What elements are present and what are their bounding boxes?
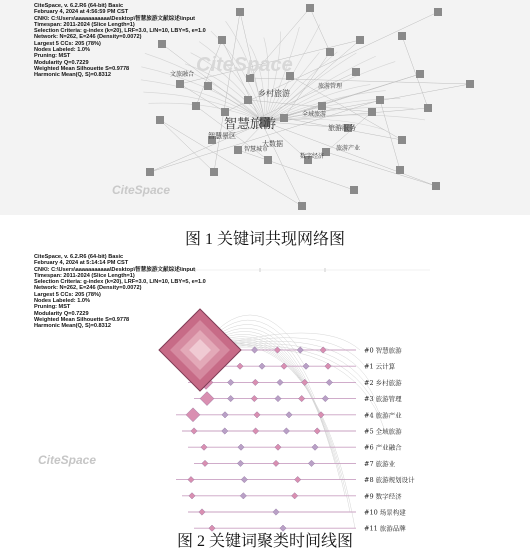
keyword-label: 乡村旅游 [258, 89, 290, 98]
metadata-line: Largest 5 CCs: 205 (78%) [34, 40, 101, 47]
cluster-label: #6 产业融合 [364, 443, 402, 452]
cluster-label: #2 乡村旅游 [364, 378, 402, 387]
timeline-node [322, 395, 328, 401]
network-node [424, 104, 432, 112]
cluster-label: #7 旅游业 [364, 459, 396, 468]
metadata-line: CNKI: C:\Users\aaaaaaaaaaa\Desktop\智慧旅游文献综述\input [34, 266, 196, 273]
timeline-node [283, 428, 289, 434]
timeline-node [222, 428, 228, 434]
metadata-line: Largest 5 CCs: 205 (78%) [34, 291, 101, 298]
timeline-node [238, 444, 244, 450]
network-node [326, 48, 334, 56]
network-node [356, 36, 364, 44]
timeline-node [312, 444, 318, 450]
network-node [221, 108, 229, 116]
timeline-node [252, 428, 258, 434]
metadata-line: Pruning: MST [34, 304, 71, 311]
keyword-label: 智慧景区 [208, 132, 236, 140]
timeline-node [254, 412, 260, 418]
cluster-label: #9 数字经济 [364, 492, 402, 501]
timeline-node [251, 395, 257, 401]
network-link [264, 38, 269, 122]
metadata-line: February 4, 2024 at 5:14:14 PM CST [34, 260, 129, 267]
metadata-line: Modularity Q=0.7229 [34, 310, 89, 317]
network-node [432, 182, 440, 190]
metadata-line: Timespan: 2011-2024 (Slice Length=1) [34, 21, 135, 28]
network-node [264, 156, 272, 164]
timeline-node [297, 347, 303, 353]
keyword-label: 大数据 [262, 140, 283, 148]
network-node [146, 168, 154, 176]
metadata-line: Timespan: 2011-2024 (Slice Length=1) [34, 272, 135, 279]
keyword-label: 全域旅游 [302, 111, 327, 118]
metadata-line: Weighted Mean Silhouette S=0.9778 [34, 316, 130, 323]
citespace-logo: CiteSpace [112, 183, 171, 197]
network-link [250, 78, 470, 84]
keyword-label: 智慧旅游 [224, 117, 277, 132]
network-link [238, 150, 354, 190]
timeline-node [222, 412, 228, 418]
keyword-label: 旅游管理 [318, 83, 343, 90]
network-node [204, 82, 212, 90]
cluster-label: #8 旅游规划设计 [364, 476, 415, 485]
timeline-node [291, 493, 297, 499]
timeline-node [251, 347, 257, 353]
network-node [236, 8, 244, 16]
timeline-node [202, 460, 208, 466]
network-link [265, 115, 425, 122]
keyword-label: 数字经济 [300, 153, 325, 160]
network-node [416, 70, 424, 78]
metadata-line: Pruning: MST [34, 53, 71, 60]
metadata-line: Selection Criteria: g-index (k=20), LRF=3.0, L/N=10, LBY=5, e=1.0 [34, 28, 206, 35]
network-node [352, 68, 360, 76]
cluster-label: #5 全域旅游 [364, 427, 402, 436]
timeline-node [188, 476, 194, 482]
timeline-node [237, 460, 243, 466]
metadata-line: Selection Criteria: g-index (k=20), LRF=3.0, L/N=10, LBY=5, e=1.0 [34, 279, 206, 286]
timeline-node [259, 363, 265, 369]
metadata-line: Nodes Labeled: 1.0% [34, 47, 90, 54]
timeline-node [200, 392, 214, 406]
timeline-node [294, 476, 300, 482]
metadata-line: February 4, 2024 at 4:56:59 PM CST [34, 9, 129, 16]
network-link [326, 152, 436, 186]
network-node [318, 102, 326, 110]
timeline-node [320, 347, 326, 353]
figure-2-caption: 图 2 关键词聚类时间线图 [176, 533, 353, 550]
network-node [280, 114, 288, 122]
timeline-node [186, 408, 200, 422]
network-node [398, 136, 406, 144]
cluster-label: #1 云计算 [364, 362, 396, 371]
timeline-node [273, 460, 279, 466]
network-link [310, 8, 330, 52]
network-node [210, 168, 218, 176]
network-node [368, 108, 376, 116]
timeline-node [191, 428, 197, 434]
metadata-line: CiteSpace, v. 6.2.R6 (64-bit) Basic [34, 254, 124, 260]
metadata-line: Nodes Labeled: 1.0% [34, 298, 90, 305]
figure-1-caption: 图 1 关键词共现网络图 [184, 231, 345, 248]
keyword-label: 旅游产业 [336, 145, 361, 152]
metadata-line: Harmonic Mean(Q, S)=0.8312 [34, 72, 111, 79]
timeline-link [200, 345, 355, 529]
citespace-watermark: CiteSpace [196, 54, 293, 76]
cooccurrence-network-figure [0, 0, 530, 215]
timeline-node [286, 412, 292, 418]
timeline-node [308, 460, 314, 466]
network-node [306, 4, 314, 12]
network-node [396, 166, 404, 174]
network-metadata [34, 3, 206, 79]
cluster-label: #0 智慧旅游 [364, 346, 402, 355]
network-node [244, 96, 252, 104]
timeline-node [325, 363, 331, 369]
network-node [434, 8, 442, 16]
timeline-node [298, 395, 304, 401]
timeline-node [227, 395, 233, 401]
metadata-line: CNKI: C:\Users\aaaaaaaaaaa\Desktop\智慧旅游文献综述\input [34, 15, 196, 22]
timeline-node [237, 363, 243, 369]
network-link [402, 36, 428, 108]
timeline-node [227, 379, 233, 385]
network-link [180, 84, 225, 112]
keyword-label: 文旅融合 [170, 71, 195, 78]
metadata-line: Weighted Mean Silhouette S=0.9778 [34, 65, 130, 72]
metadata-line: Modularity Q=0.7229 [34, 59, 89, 66]
network-link [265, 84, 470, 122]
keyword-label: 智慧城市 [244, 146, 269, 153]
cluster-label: #4 旅游产业 [364, 411, 402, 420]
timeline-node [326, 379, 332, 385]
timeline-node [201, 444, 207, 450]
timeline-metadata [34, 254, 206, 330]
network-node [466, 80, 474, 88]
timeline-node [273, 509, 279, 515]
citespace-logo: CiteSpace [38, 453, 97, 467]
cluster-label: #11 旅游品牌 [364, 524, 406, 533]
network-node [398, 32, 406, 40]
timeline-node [189, 493, 195, 499]
network-node [218, 36, 226, 44]
network-node [376, 96, 384, 104]
timeline-node [275, 395, 281, 401]
timeline-node [252, 379, 258, 385]
timeline-node [241, 476, 247, 482]
keyword-label: 旅游服务 [328, 124, 356, 132]
metadata-line: Network: N=262, E=246 (Density=0.0072) [34, 34, 142, 41]
timeline-node [314, 428, 320, 434]
timeline-node [275, 444, 281, 450]
network-node [298, 202, 306, 210]
metadata-line: Network: N=262, E=246 (Density=0.0072) [34, 285, 142, 292]
network-node [192, 102, 200, 110]
timeline-node [199, 509, 205, 515]
cluster-label: #10 场景构建 [364, 508, 406, 517]
cluster-label: #3 旅游管理 [364, 395, 402, 404]
timeline-node [240, 493, 246, 499]
network-node [234, 146, 242, 154]
metadata-line: CiteSpace, v. 6.2.R6 (64-bit) Basic [34, 3, 124, 9]
network-node [176, 80, 184, 88]
cluster-timeline-figure [0, 250, 530, 533]
metadata-line: Harmonic Mean(Q, S)=0.8312 [34, 323, 111, 330]
network-node [156, 116, 164, 124]
timeline-node [277, 379, 283, 385]
network-node [350, 186, 358, 194]
